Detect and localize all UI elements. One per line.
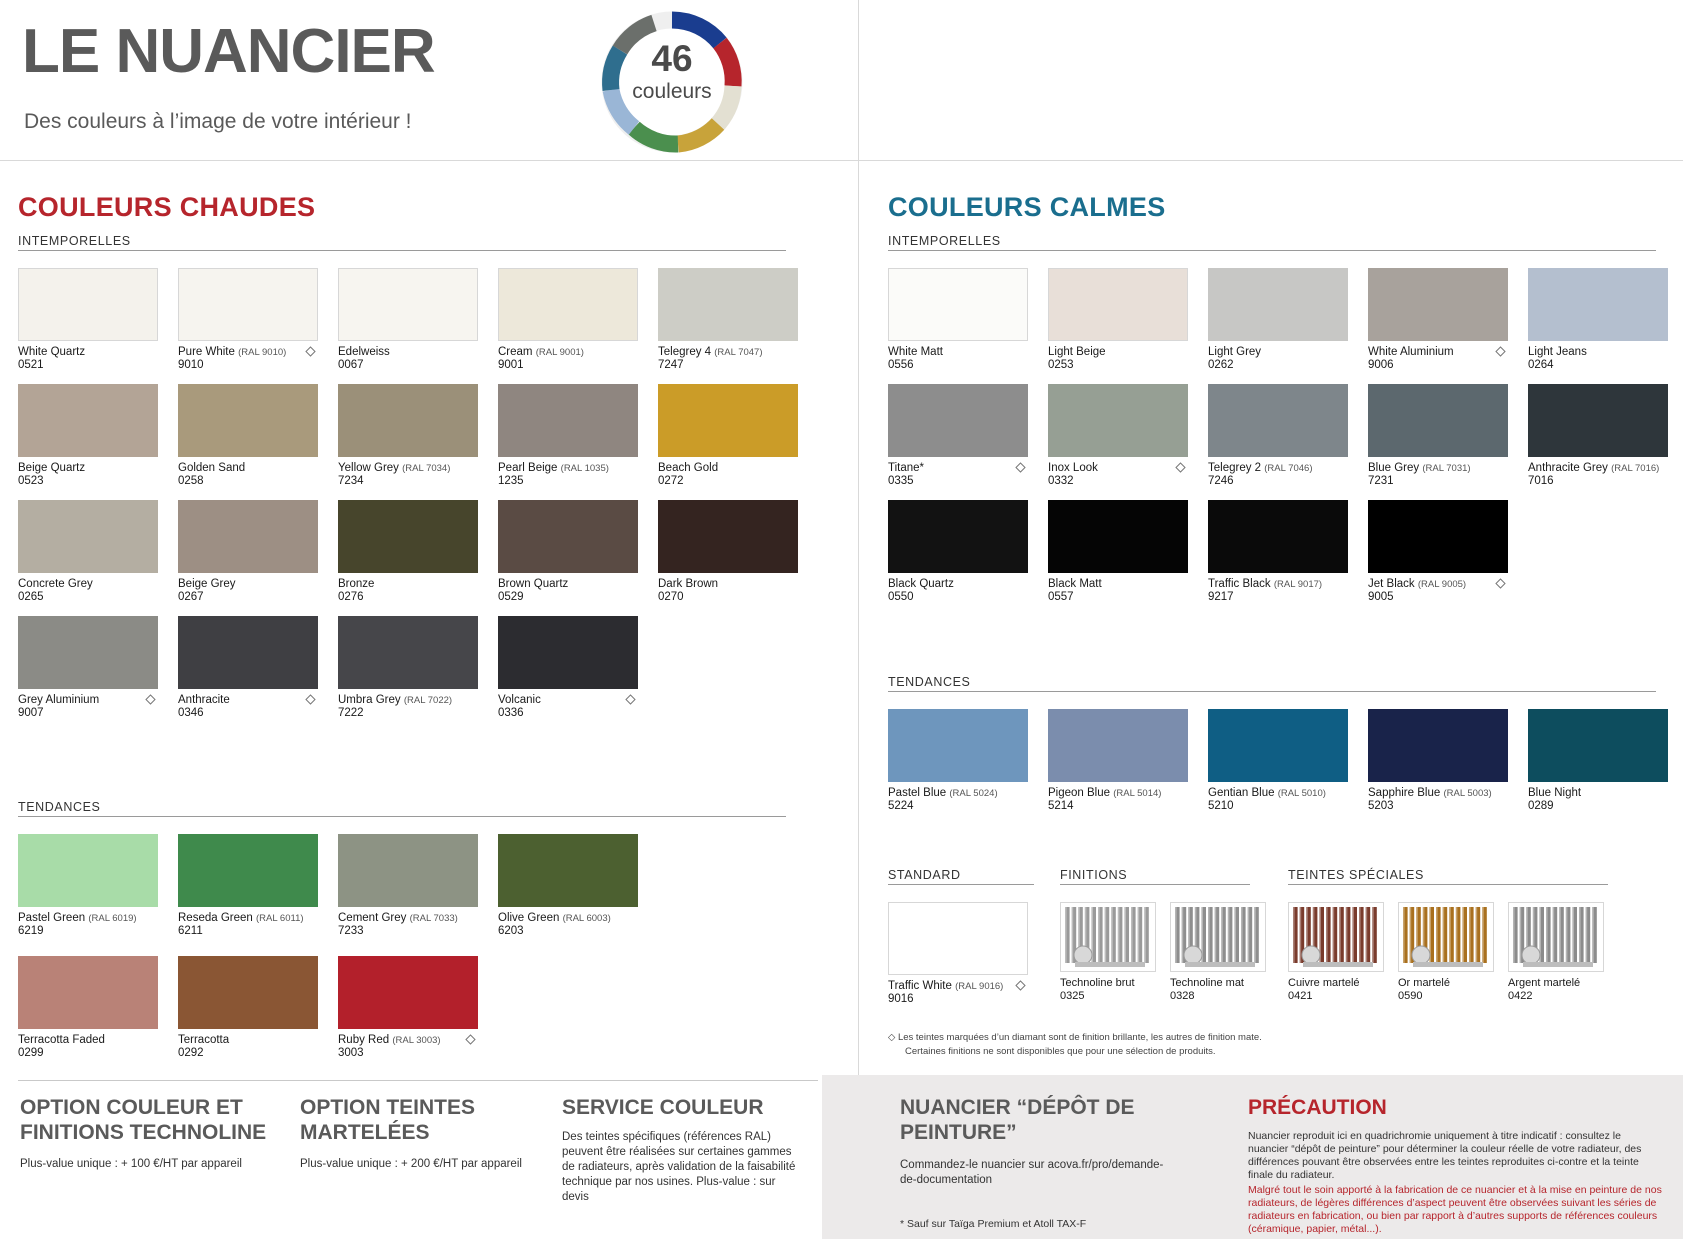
color-swatch[interactable] [1208,384,1348,488]
swatch-name: Anthracite Grey (RAL 7016) [1528,462,1660,474]
finish-code: 0325 [1060,990,1085,1002]
service-couleur-text: Des teintes spécifiques (références RAL) peuvent être réalisées sur certaines gammes de radiateurs, après validation de la faisabilité technique par nos usines. Plus-value : sur devis [562,1131,796,1203]
page-subtitle: Des couleurs à l’image de votre intérieur ! [24,110,412,133]
swatch-code: 9006 [1368,359,1394,371]
swatch-code: 3003 [338,1047,364,1059]
swatch-name: Concrete Grey [18,578,93,590]
swatch-code: 0267 [178,591,204,603]
swatch-ral: (RAL 7031) [1422,463,1471,474]
swatch-chip[interactable] [1528,384,1668,457]
swatch-name: Umbra Grey (RAL 7022) [338,694,453,706]
swatch-ral: (RAL 5024) [949,788,998,799]
swatch-name: Terracotta [178,1034,230,1046]
color-swatch[interactable] [498,268,638,372]
gloss-diamond-icon [1495,578,1506,589]
option-teintes-title: OPTION TEINTES MARTELÉES [300,1096,476,1144]
color-swatch[interactable] [1048,709,1188,813]
color-swatch[interactable] [338,834,478,938]
special-rule [1288,884,1608,885]
finish-code: 0422 [1508,990,1533,1002]
swatch-chip[interactable] [18,500,158,573]
swatch-name: White Matt [888,346,943,358]
swatch-name: Pastel Blue (RAL 5024) [888,787,998,799]
swatch-chip[interactable] [1208,384,1348,457]
finish-swatch[interactable] [1508,902,1604,1003]
color-swatch[interactable] [498,834,638,938]
swatch-name: Pure White (RAL 9010) [178,346,318,359]
swatch-ral: (RAL 5010) [1277,788,1326,799]
swatch-code: 0523 [18,475,44,487]
gloss-diamond-icon [1175,462,1186,473]
swatch-chip[interactable] [338,384,478,457]
swatch-code: 0270 [658,591,684,603]
swatch-code: 0550 [888,591,914,603]
swatch-chip[interactable] [498,384,638,457]
color-swatch[interactable] [1528,268,1668,372]
swatch-chip[interactable] [338,956,478,1029]
standard-label: STANDARD [888,868,961,882]
color-swatch[interactable] [1208,500,1348,604]
gloss-diamond-icon [625,694,636,705]
finish-preview[interactable] [1060,902,1156,972]
finish-swatch[interactable] [1288,902,1384,1003]
color-swatch[interactable] [888,709,1028,813]
radiator-icon [1289,903,1384,972]
color-swatch[interactable] [658,384,798,488]
color-swatch[interactable] [338,268,478,372]
swatch-chip[interactable] [18,616,158,689]
option-teintes-text: Plus-value unique : + 200 €/HT par appareil [300,1158,522,1170]
swatch-name: Light Beige [1048,346,1106,358]
swatch-code: 9010 [178,359,204,371]
warm-rule-2 [18,816,786,817]
swatch-name: Titane* [888,462,1028,475]
swatch-chip[interactable] [338,616,478,689]
swatch-chip[interactable] [888,902,1028,975]
finitions-label: FINITIONS [1060,868,1128,882]
color-swatch[interactable] [338,384,478,488]
swatch-code: 0272 [658,475,684,487]
warm-group-trends: TENDANCES [18,800,101,814]
swatch-chip[interactable] [1208,709,1348,782]
swatch-code: 7233 [338,925,364,937]
swatch-name: Telegrey 2 (RAL 7046) [1208,462,1313,474]
color-swatch[interactable] [178,268,318,372]
swatch-chip[interactable] [1048,384,1188,457]
swatch-code: 0299 [18,1047,44,1059]
swatch-chip[interactable] [178,384,318,457]
swatch-ral: (RAL 7016) [1611,463,1660,474]
color-swatch[interactable] [18,384,158,488]
color-swatch[interactable] [498,384,638,488]
color-swatch[interactable] [1368,500,1508,604]
swatch-name: White Aluminium [1368,346,1508,359]
swatch-name: Terracotta Faded [18,1034,105,1046]
swatch-code: 0336 [498,707,524,719]
swatch-code: 5224 [888,800,914,812]
color-swatch[interactable] [1528,384,1668,488]
color-swatch[interactable] [658,268,798,372]
swatch-chip[interactable] [338,834,478,907]
color-swatch[interactable] [888,268,1028,372]
swatch-name: Traffic Black (RAL 9017) [1208,578,1323,590]
color-swatch[interactable] [18,616,158,720]
swatch-ral: (RAL 1035) [560,463,609,474]
bottom-divider [18,1080,818,1081]
swatch-chip[interactable] [178,268,318,341]
swatch-chip[interactable] [498,834,638,907]
radiator-icon [1399,903,1494,972]
color-swatch[interactable] [18,268,158,372]
finish-swatch[interactable] [1170,902,1266,1003]
swatch-chip[interactable] [1368,268,1508,341]
finish-swatch[interactable] [1060,902,1156,1003]
swatch-name: Beach Gold [658,462,719,474]
finish-name: Technoline mat [1170,977,1244,989]
swatch-chip[interactable] [1208,268,1348,341]
swatch-code: 0556 [888,359,914,371]
swatch-name: Anthracite [178,694,318,707]
swatch-name: Dark Brown [658,578,719,590]
swatch-name: Blue Night [1528,787,1582,799]
swatch-code: 9016 [888,993,914,1005]
standard-rule [888,884,1034,885]
swatch-chip[interactable] [178,956,318,1029]
swatch-name: Yellow Grey (RAL 7034) [338,462,451,474]
swatch-chip[interactable] [1528,268,1668,341]
color-swatch[interactable] [178,834,318,938]
swatch-name: Cement Grey (RAL 7033) [338,912,458,924]
finish-preview[interactable] [1170,902,1266,972]
calm-group-timeless: INTEMPORELLES [888,234,1001,248]
swatch-chip[interactable] [498,268,638,341]
color-swatch[interactable] [338,500,478,604]
swatch-ral: (RAL 7046) [1264,463,1313,474]
swatch-chip[interactable] [1048,268,1188,341]
swatch-ral: (RAL 5014) [1113,788,1162,799]
finish-note-1 [888,1031,1628,1044]
swatch-chip[interactable] [1528,709,1668,782]
gloss-diamond-icon [145,694,156,705]
swatch-chip[interactable] [888,500,1028,573]
swatch-name: Light Jeans [1528,346,1587,358]
swatch-code: 5214 [1048,800,1074,812]
swatch-chip[interactable] [178,834,318,907]
gloss-diamond-icon [1015,980,1026,991]
finish-name: Technoline brut [1060,977,1135,989]
page-header [0,0,1683,165]
swatch-name: Grey Aluminium [18,694,158,707]
swatch-ral: (RAL 9005) [1417,579,1467,590]
swatch-ral: (RAL 6019) [88,913,137,924]
swatch-name: Blue Grey (RAL 7031) [1368,462,1471,474]
finish-name: Argent martelé [1508,977,1581,989]
swatch-ral: (RAL 9001) [535,347,584,358]
precaution-title: PRÉCAUTION [1248,1096,1387,1119]
swatch-code: 0264 [1528,359,1554,371]
service-couleur-title: SERVICE COULEUR [562,1096,764,1119]
logo-word: couleurs [632,80,712,103]
color-swatch[interactable] [18,956,158,1060]
swatch-ral: (RAL 7047) [714,347,763,358]
color-swatch[interactable] [888,500,1028,604]
color-swatch[interactable] [178,384,318,488]
color-swatch[interactable] [178,616,318,720]
swatch-name: Volcanic [498,694,638,707]
swatch-code: 0253 [1048,359,1074,371]
swatch-name: Telegrey 4 (RAL 7047) [658,346,763,358]
color-swatch[interactable] [1368,709,1508,813]
option-couleur-title: OPTION COULEUR ET FINITIONS TECHNOLINE [20,1096,267,1144]
swatch-chip[interactable] [1048,500,1188,573]
swatch-name: Sapphire Blue (RAL 5003) [1368,787,1492,799]
swatch-name: Edelweiss [338,346,390,358]
swatch-code: 0289 [1528,800,1554,812]
swatch-chip[interactable] [658,500,798,573]
swatch-chip[interactable] [338,500,478,573]
swatch-ral: (RAL 9010) [238,347,287,358]
calm-rule-1 [888,250,1656,251]
nuancier-depot-title: NUANCIER “DÉPÔT DE PEINTURE” [900,1096,1135,1144]
swatch-name: White Quartz [18,346,86,358]
swatch-name: Black Matt [1048,578,1102,590]
swatch-chip[interactable] [18,956,158,1029]
swatch-code: 7222 [338,707,364,719]
color-swatch[interactable] [1528,709,1668,813]
color-swatch[interactable] [1048,384,1188,488]
swatch-name: Jet Black (RAL 9005) [1368,578,1508,591]
swatch-name: Pigeon Blue (RAL 5014) [1048,787,1162,799]
swatch-name: Brown Quartz [498,578,569,590]
swatch-code: 0521 [18,359,44,371]
swatch-name: Cream (RAL 9001) [498,346,584,358]
swatch-code: 0557 [1048,591,1074,603]
swatch-chip[interactable] [1368,709,1508,782]
swatch-chip[interactable] [888,268,1028,341]
finish-code: 0590 [1398,990,1423,1002]
swatch-code: 0258 [178,475,204,487]
swatch-ral: (RAL 7033) [409,913,458,924]
diamond-icon: ◇ [888,1032,896,1043]
swatch-chip[interactable] [658,268,798,341]
finish-preview[interactable] [1288,902,1384,972]
swatch-chip[interactable] [1048,709,1188,782]
swatch-name: Gentian Blue (RAL 5010) [1208,787,1326,799]
swatch-code: 7247 [658,359,684,371]
swatch-name: Bronze [338,578,375,590]
finish-preview[interactable] [1398,902,1494,972]
color-wheel-logo [598,8,746,156]
swatch-chip[interactable] [178,616,318,689]
color-swatch[interactable] [1208,268,1348,372]
color-swatch[interactable] [338,616,478,720]
swatch-code: 1235 [498,475,524,487]
swatch-code: 0346 [178,707,204,719]
swatch-name: Beige Quartz [18,462,86,474]
finish-name: Cuivre martelé [1288,977,1360,989]
color-swatch[interactable] [178,500,318,604]
gloss-diamond-icon [305,694,316,705]
swatch-ral: (RAL 7034) [402,463,451,474]
color-swatch[interactable] [1048,268,1188,372]
option-couleur-text: Plus-value unique : + 100 €/HT par appareil [20,1158,242,1170]
finish-note-2: Certaines finitions ne sont disponibles que pour une sélection de produits. [905,1046,1216,1057]
finish-code: 0328 [1170,990,1195,1002]
swatch-name: Light Grey [1208,346,1262,358]
gloss-diamond-icon [1015,462,1026,473]
color-swatch[interactable] [888,902,1028,1006]
finish-note-1-text: Les teintes marquées d’un diamant sont de finition brillante, les autres de finition mate. [897,1032,1262,1043]
swatch-code: 0265 [18,591,44,603]
color-swatch[interactable] [1368,268,1508,372]
nuancier-depot-note: * Sauf sur Taïga Premium et Atoll TAX-F [900,1218,1087,1230]
swatch-name: Ruby Red (RAL 3003) [338,1034,478,1047]
swatch-code: 5210 [1208,800,1234,812]
finish-name: Or martelé [1398,977,1450,989]
radiator-icon [1171,903,1266,972]
swatch-code: 9007 [18,707,44,719]
swatch-chip[interactable] [1368,500,1508,573]
section-title-calm: COULEURS CALMES [888,192,1166,222]
swatch-chip[interactable] [888,709,1028,782]
finish-code: 0421 [1288,990,1313,1002]
swatch-ral: (RAL 3003) [392,1035,441,1046]
swatch-name: Black Quartz [888,578,954,590]
swatch-name: Beige Grey [178,578,236,590]
radiator-icon [1061,903,1156,972]
swatch-name: Reseda Green (RAL 6011) [178,912,304,924]
swatch-ral: (RAL 5003) [1443,788,1492,799]
precaution-text-1: Nuancier reproduit ici en quadrichromie uniquement à titre indicatif : consultez le nuancier “dépôt de peinture” pour déterminer la couleur réelle de votre radiateur, des différences pouvant être observées entre les teintes reproduites ci-contre et la teinte finale du radiateur. [1248,1130,1642,1181]
swatch-code: 0262 [1208,359,1234,371]
swatch-name: Pastel Green (RAL 6019) [18,912,137,924]
nuancier-depot-text: Commandez-le nuancier sur acova.fr/pro/demande-de-documentation [900,1159,1164,1186]
swatch-ral: (RAL 9016) [955,981,1004,992]
swatch-code: 5203 [1368,800,1394,812]
swatch-name: Golden Sand [178,462,246,474]
swatch-code: 9005 [1368,591,1394,603]
swatch-chip[interactable] [18,268,158,341]
calm-rule-2 [888,691,1656,692]
swatch-ral: (RAL 6011) [256,913,304,924]
swatch-name: Pearl Beige (RAL 1035) [498,462,609,474]
swatch-chip[interactable] [1368,384,1508,457]
logo-count: 46 [651,38,693,79]
swatch-ral: (RAL 7022) [403,695,453,706]
swatch-code: 6203 [498,925,524,937]
swatch-name: Inox Look [1048,462,1188,475]
calm-group-trends: TENDANCES [888,675,971,689]
swatch-code: 9001 [498,359,524,371]
swatch-code: 0529 [498,591,524,603]
swatch-code: 0332 [1048,475,1074,487]
swatch-code: 7231 [1368,475,1394,487]
swatch-chip[interactable] [178,500,318,573]
warm-rule-1 [18,250,786,251]
color-swatch[interactable] [18,834,158,938]
gloss-diamond-icon [1495,346,1506,357]
swatch-code: 0335 [888,475,914,487]
swatch-ral: (RAL 9017) [1273,579,1323,590]
color-swatch[interactable] [658,500,798,604]
gloss-diamond-icon [305,346,316,357]
finitions-rule [1060,884,1250,885]
color-swatch[interactable] [1208,709,1348,813]
color-swatch[interactable] [498,616,638,720]
swatch-code: 0292 [178,1047,204,1059]
column-divider [858,0,859,1075]
color-swatch[interactable] [338,956,478,1060]
swatch-code: 6219 [18,925,44,937]
swatch-code: 7234 [338,475,364,487]
swatch-code: 7016 [1528,475,1554,487]
color-swatch[interactable] [888,384,1028,488]
swatch-ral: (RAL 6003) [562,913,611,924]
swatch-chip[interactable] [658,384,798,457]
precaution-text-2: Malgré tout le soin apporté à la fabrication de ce nuancier et à la mise en peinture de nos radiateurs, de légères différences d’aspect peuvent être observées suivant les séries de radiateurs en fabrication, ou bien par rapport à d’autres supports de références couleurs (céramique, papier, métal...). [1248,1184,1662,1235]
radiator-icon [1509,903,1604,972]
swatch-chip[interactable] [498,616,638,689]
swatch-code: 6211 [178,925,203,937]
swatch-code: 7246 [1208,475,1234,487]
color-swatch[interactable] [1048,500,1188,604]
page-title: LE NUANCIER [22,17,435,86]
special-label: TEINTES SPÉCIALES [1288,868,1424,882]
swatch-code: 9217 [1208,591,1234,603]
swatch-code: 0067 [338,359,364,371]
finish-swatch[interactable] [1398,902,1494,1003]
warm-group-timeless: INTEMPORELLES [18,234,131,248]
color-swatch[interactable] [498,500,638,604]
swatch-code: 0276 [338,591,364,603]
header-divider [0,160,1683,161]
gloss-diamond-icon [465,1034,476,1045]
color-swatch[interactable] [178,956,318,1060]
swatch-chip[interactable] [888,384,1028,457]
swatch-name: Olive Green (RAL 6003) [498,912,611,924]
finish-preview[interactable] [1508,902,1604,972]
swatch-chip[interactable] [338,268,478,341]
swatch-chip[interactable] [1208,500,1348,573]
swatch-name: Traffic White (RAL 9016) [888,980,1028,993]
color-swatch[interactable] [18,500,158,604]
swatch-chip[interactable] [18,384,158,457]
swatch-chip[interactable] [498,500,638,573]
color-swatch[interactable] [1368,384,1508,488]
section-title-warm: COULEURS CHAUDES [18,192,316,222]
swatch-chip[interactable] [18,834,158,907]
